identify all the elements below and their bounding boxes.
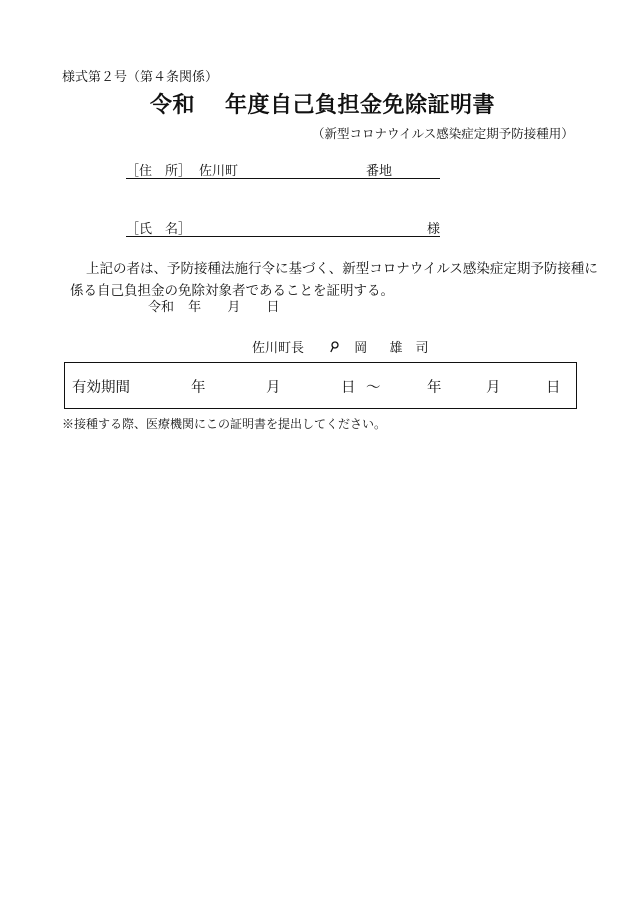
form-number: 様式第２号（第４条関係） xyxy=(62,70,219,85)
address-field[interactable] xyxy=(126,160,440,179)
title-era: 令和 xyxy=(150,93,196,118)
validity-end-day: 日 xyxy=(546,380,561,396)
validity-label: 有効期間 xyxy=(72,380,130,396)
validity-period-box xyxy=(64,362,577,409)
validity-start-month: 月 xyxy=(266,380,281,396)
issue-date-year: 年 xyxy=(188,300,202,315)
name-honorific: 様 xyxy=(426,222,440,237)
mayor-signature xyxy=(252,337,428,356)
issue-date-month: 月 xyxy=(227,300,241,315)
mayor-given-name: 雄 司 xyxy=(389,341,429,356)
validity-end-year: 年 xyxy=(427,380,442,396)
seal-icon xyxy=(330,340,342,354)
issue-date-era: 令和 xyxy=(148,300,175,315)
address-label: ［住 所］ xyxy=(126,164,192,179)
validity-start-day: 日 xyxy=(341,380,356,396)
name-label: ［氏 名］ xyxy=(126,222,192,237)
validity-end-month: 月 xyxy=(486,380,501,396)
mayor-title: 佐川町長 xyxy=(252,341,305,356)
title-main: 年度自己負担金免除証明書 xyxy=(225,93,496,118)
issue-date xyxy=(148,296,279,315)
certification-line-1: 上記の者は、予防接種法施行令に基づく、新型コロナウイルス感染症定期予防接種に xyxy=(86,261,598,277)
mayor-surname: 岡 xyxy=(354,341,368,356)
issue-date-day: 日 xyxy=(266,300,280,315)
footer-note: ※接種する際、医療機関にこの証明書を提出してください。 xyxy=(62,417,387,431)
page-title xyxy=(150,88,495,119)
certification-line-2: 係る自己負担金の免除対象者であることを証明する。 xyxy=(70,283,394,299)
address-suffix: 番地 xyxy=(366,164,393,179)
subtitle: （新型コロナウイルス感染症定期予防接種用） xyxy=(312,126,574,141)
validity-start-year: 年 xyxy=(191,380,206,396)
name-field[interactable] xyxy=(126,218,440,237)
address-town: 佐川町 xyxy=(199,164,239,179)
validity-tilde: ～ xyxy=(366,380,381,396)
